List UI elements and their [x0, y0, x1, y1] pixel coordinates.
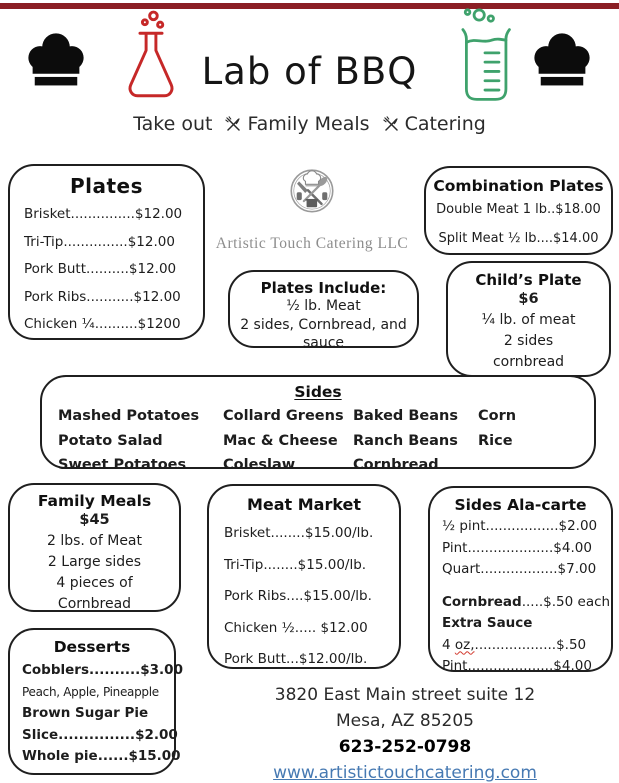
sides-grid — [42, 404, 594, 478]
sides-ala-carte-section — [428, 486, 613, 672]
family-meals-section — [8, 483, 181, 612]
address-line-1: 3820 East Main street suite 12 — [274, 685, 536, 705]
info-line: ¼ lb. of meat — [481, 312, 576, 328]
contact-block — [195, 682, 615, 783]
side-item: Sweet Potatoes — [58, 457, 187, 473]
side-item: Rice — [478, 432, 513, 449]
cornbread-label: Cornbread — [442, 593, 522, 610]
cornbread-price: .....$.50 each — [521, 593, 611, 610]
menu-item: Chicken ½..... $12.00 — [224, 619, 368, 636]
page-title: Lab of BBQ — [201, 50, 418, 93]
sides-title: Sides — [294, 383, 342, 401]
meat-market-section — [207, 484, 401, 669]
menu-item: Tri-Tip........$15.00/lb. — [224, 556, 367, 573]
menu-item: Brown Sugar Pie — [22, 705, 149, 721]
side-item: Collard Greens — [223, 408, 344, 424]
extra-sauce-pint-line: Pint....................$4.00 — [442, 658, 592, 674]
childs-plate-price: $6 — [518, 291, 539, 307]
menu-item: ½ pint.................$2.00 — [442, 518, 598, 534]
side-item: Coleslaw — [223, 457, 296, 473]
side-item: Cornbread — [353, 457, 439, 473]
family-meals-title: Family Meals — [37, 492, 152, 510]
plates-title: Plates — [69, 174, 144, 198]
side-item: Mac & Cheese — [223, 432, 338, 449]
info-line: 2 sides — [503, 333, 554, 349]
menu-item: Tri-Tip...............$12.00 — [24, 233, 175, 250]
plates-section — [8, 164, 205, 340]
menu-item: Double Meat 1 lb..$18.00 — [436, 202, 601, 217]
side-item: Baked Beans — [353, 408, 458, 424]
beaker-icon — [444, 4, 526, 104]
menu-item: Whole pie......$15.00 — [22, 748, 181, 764]
menu-item: Brisket...............$12.00 — [24, 206, 183, 222]
info-line: Cornbread — [57, 596, 132, 612]
top-divider-bar — [0, 3, 619, 9]
tagline-catering: Catering — [404, 113, 486, 135]
catering-logo-icon — [278, 161, 346, 229]
desserts-title: Desserts — [53, 638, 131, 656]
tagline-takeout: Take out — [133, 113, 213, 135]
tagline — [0, 113, 619, 135]
sides-section — [40, 375, 596, 473]
oz-word-misspelled: oz, — [454, 636, 475, 653]
menu-item: Pork Butt...$12.00/lb. — [224, 651, 368, 667]
meat-market-title: Meat Market — [246, 495, 362, 514]
childs-plate-title: Child’s Plate — [475, 271, 582, 289]
menu-item: Brisket........$15.00/lb. — [224, 525, 374, 541]
address-line-2: Mesa, AZ 85205 — [336, 711, 474, 731]
catering-logo-text: Artistic Touch Catering LLC — [215, 235, 409, 252]
menu-item: Pork Ribs....$15.00/lb. — [224, 588, 372, 604]
info-line: 2 Large sides — [47, 554, 142, 570]
menu-item: Slice...............$2.00 — [22, 726, 178, 743]
sides-ala-carte-title: Sides Ala-carte — [454, 496, 587, 514]
sides-column — [478, 404, 594, 478]
family-meals-price: $45 — [79, 512, 110, 528]
side-item: Mashed Potatoes — [58, 408, 200, 424]
plates-include-section — [228, 270, 419, 351]
childs-plate-section — [446, 261, 611, 377]
info-line: ½ lb. Meat — [286, 298, 361, 314]
info-line: 2 sides, Cornbread, and — [240, 316, 407, 333]
menu-item: Split Meat ½ lb....$14.00 — [438, 231, 599, 246]
side-item: Ranch Beans — [353, 432, 458, 449]
menu-item: Chicken ¼..........$1200 — [24, 316, 181, 332]
catering-logo — [210, 161, 414, 253]
sides-column — [58, 404, 223, 478]
info-line: 4 pieces of — [56, 575, 133, 591]
chef-hat-icon — [528, 24, 596, 98]
menu-item: Pint....................$4.00 — [442, 539, 592, 556]
spacer — [442, 581, 611, 592]
oz-prefix: 4 — [442, 636, 455, 653]
dessert-flavors: Peach, Apple, Pineapple — [22, 684, 159, 699]
crossed-utensils-icon — [225, 116, 242, 133]
sides-column — [353, 404, 478, 478]
info-line: 2 lbs. of Meat — [46, 533, 143, 549]
sides-column — [223, 404, 353, 478]
side-item: Corn — [478, 408, 517, 424]
combination-plates-title: Combination Plates — [433, 177, 604, 195]
info-line: sauce — [302, 335, 345, 351]
combination-plates-section — [424, 166, 613, 255]
tagline-family-meals: Family Meals — [247, 113, 370, 135]
extra-sauce-title: Extra Sauce — [442, 615, 533, 631]
extra-sauce-4oz-line — [442, 635, 611, 657]
cornbread-line — [442, 592, 611, 614]
side-item: Potato Salad — [58, 432, 163, 449]
menu-item: Cobblers..........$3.00 — [22, 662, 183, 678]
info-line: cornbread — [492, 354, 565, 370]
phone-number: 623-252-0798 — [338, 737, 472, 757]
menu-item: Pork Butt..........$12.00 — [24, 261, 177, 277]
crossed-utensils-icon — [383, 116, 400, 133]
plates-include-title: Plates Include: — [260, 279, 387, 297]
menu-item: Pork Ribs...........$12.00 — [24, 288, 181, 305]
oz-price: ...................$.50 — [474, 636, 587, 653]
menu-item: Quart..................$7.00 — [442, 561, 597, 577]
website-link[interactable]: www.artistictouchcatering.com — [273, 763, 537, 783]
desserts-section — [8, 628, 183, 775]
